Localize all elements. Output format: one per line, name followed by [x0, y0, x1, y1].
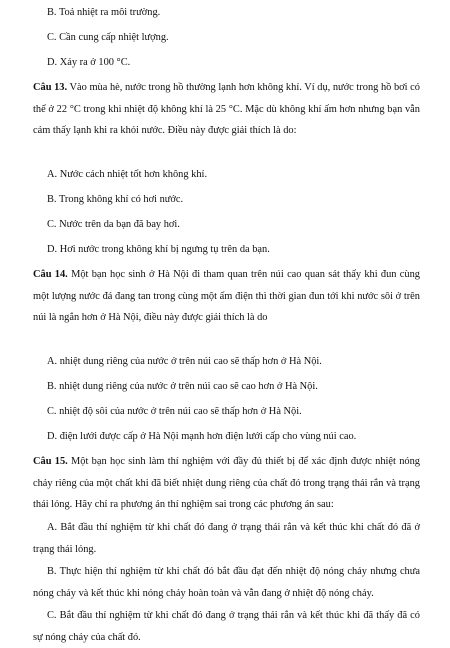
q14-option-c: C. nhiệt độ sôi của nước ở trên núi cao sẽ thấp hơn ở Hà Nội. [47, 406, 302, 417]
option-prev-b: B. Toả nhiệt ra môi trường. [47, 7, 161, 18]
q13-option-a: A. Nước cách nhiệt tốt hơn không khí. [47, 169, 208, 180]
question-13-label: Câu 13. [33, 82, 68, 93]
q14-option-b: B. nhiệt dung riêng của nước ở trên núi cao sẽ cao hơn ở Hà Nội. [47, 381, 318, 392]
q15-option-b: B. Thực hiện thí nghiệm từ khi chất đó bắt đầu đạt đến nhiệt độ nóng chảy nhưng chưa nóng chảy và kết thúc khi nóng chảy hoàn toàn và vẫn đang ở nhiệt độ nóng chảy. [33, 566, 420, 599]
q15-option-a: A. Bắt đầu thí nghiệm từ khi chất đó đang ở trạng thái rắn và kết thúc khi chất đó đã ở trạng thái lỏng. [33, 522, 420, 555]
option-prev-c: C. Cần cung cấp nhiệt lượng. [47, 32, 169, 43]
q13-option-b: B. Trong không khí có hơi nước. [47, 194, 184, 205]
question-15 [33, 451, 420, 516]
q15-option-c: C. Bắt đầu thí nghiệm từ khi chất đó đang ở trạng thái rắn và kết thúc khi đã thấy đã có sự nóng chảy của chất đó. [33, 610, 420, 643]
question-14-label: Câu 14. [33, 269, 68, 280]
q14-option-a: A. nhiệt dung riêng của nước ở trên núi cao sẽ thấp hơn ở Hà Nội. [47, 356, 322, 367]
q14-option-d: D. điện lưới được cấp ở Hà Nội mạnh hơn điện lưới cấp cho vùng núi cao. [47, 431, 357, 442]
question-13-text: Vào mùa hè, nước trong hồ thường lạnh hơn không khí. Ví dụ, nước trong hồ bơi có thể ở 22 °C trong khi nhiệt độ không khí là 25 °C. Mặc dù không khí ấm hơn nhưng bạn vẫn cảm thấy lạnh khi ra khỏi nước. Điều này được giải thích là do: [33, 82, 420, 136]
question-15-text: Một bạn học sinh làm thí nghiệm với đầy đủ thiết bị để xác định được nhiệt nóng chảy riêng của một chất khi đã biết nhiệt dung riêng của chất đó trong trạng thái rắn và trạng thái lỏng. Hãy chỉ ra phương án thí nghiệm sai trong các phương án sau: [33, 456, 420, 510]
question-14-text: Một bạn học sinh ở Hà Nội đi tham quan trên núi cao quan sát thấy khi đun cùng một lượng nước đá đang tan trong cùng một ấm điện thì thời gian đun tới khi nước sôi ở trên núi là ngắn hơn ở Hà Nội, điều này được giải thích là do [33, 269, 420, 323]
q13-option-c: C. Nước trên da bạn đã bay hơi. [47, 219, 180, 230]
question-14 [33, 264, 420, 329]
question-15-label: Câu 15. [33, 456, 68, 467]
option-prev-d: D. Xảy ra ở 100 °C. [47, 57, 131, 68]
q13-option-d: D. Hơi nước trong không khí bị ngưng tụ trên da bạn. [47, 244, 270, 255]
question-13 [33, 77, 420, 142]
